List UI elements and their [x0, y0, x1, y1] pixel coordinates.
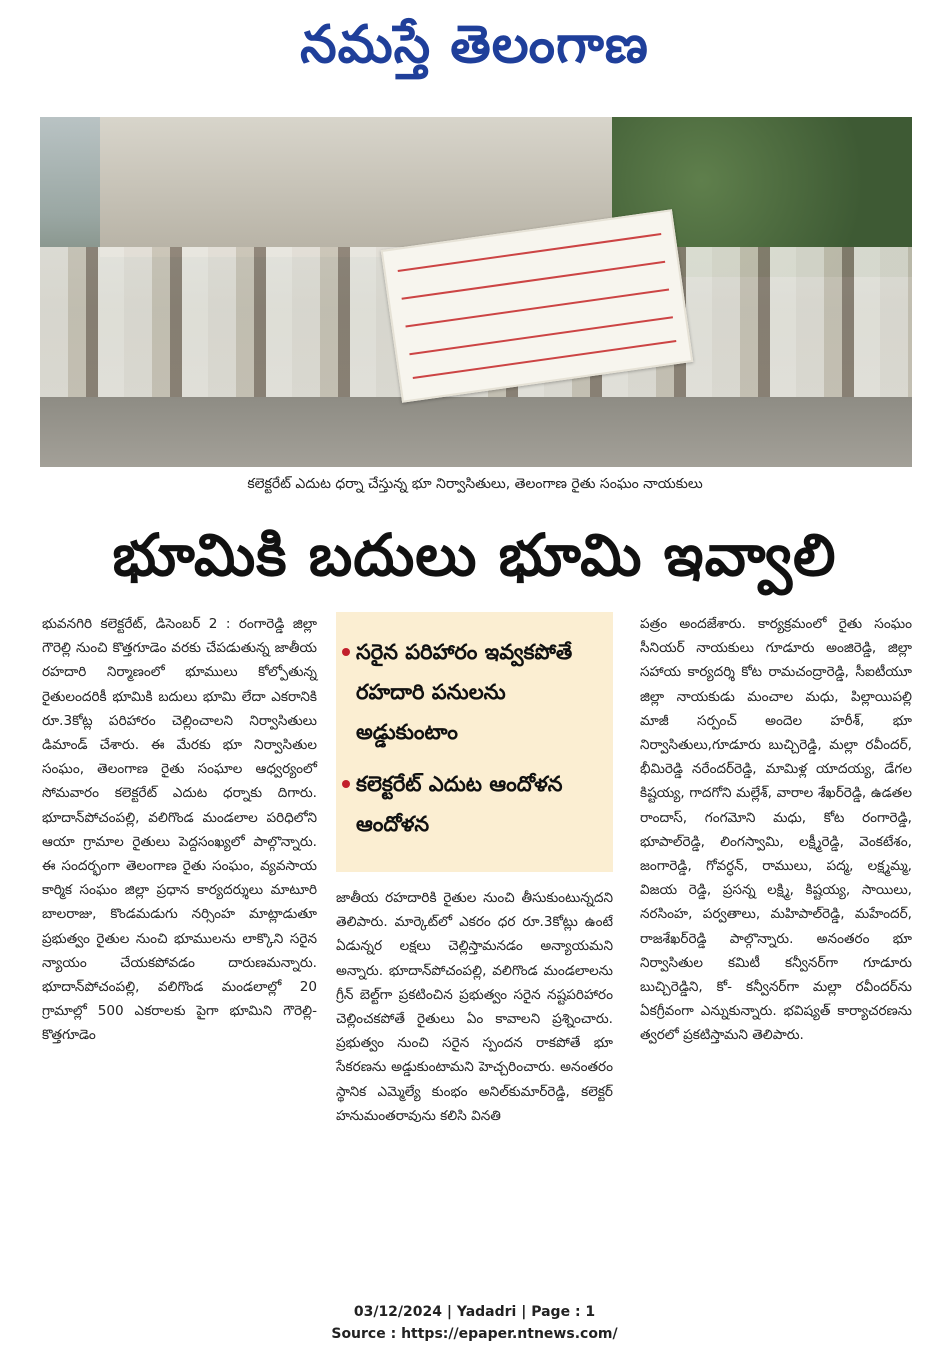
article-column-1 — [42, 612, 317, 1048]
column-3-text: పత్రం అందజేశారు. కార్యక్రమంలో రైతు సంఘం సీనియర్ నాయకులు గూడూరు అంజిరెడ్డి, జిల్లా సహాయ కార్యదర్శి కోట రామచంద్రారెడ్డి, సీఐటీయూ జిల్లా నాయకుడు మంచాల మధు, పిల్లాయిపల్లి మాజీ సర్పంచ్ అందెల హరీశ్, భూ నిర్వాసితులు,గూడూరు బుచ్చిరెడ్డి, మల్లా రవీందర్, భీమిరెడ్డి నరేందర్‌రెడ్డి, మామిళ్ల యాదయ్య, డేగల కిష్టయ్య, గాదగోని మల్లేశ్, వారాల శేఖర్‌రెడ్డి, ఉడతల రాందాస్, గంగమోని మధు, కోట రంగారెడ్డి, భూపాల్‌రెడ్డి, లింగస్వామి, లక్ష్మీరెడ్డి, వెంకటేశం, జంగారెడ్డి, గోవర్ధన్, రాములు, పద్మ, లక్ష్మమ్మ, విజయ రెడ్డి, ప్రసన్న లక్ష్మి, కిష్టయ్య, సాయిలు, నరసింహ, పర్వతాలు, మహిపాల్‌రెడ్డి, మహేందర్, రాజశేఖర్‌రెడ్డి పాల్గొన్నారు. అనంతరం భూ నిర్వాసితుల కమిటీ కన్వీనర్‌గా గూడూరు బుచ్చిరెడ్డిని, కో- కన్వీనర్‌గా మల్లా రవీందర్‌ను ఏకగ్రీవంగా ఎన్నుకున్నారు. భవిష్యత్ కార్యాచరణను త్వరలో ప్రకటిస్తామని తెలిపారు. — [640, 616, 912, 1044]
column-1-text: భువనగిరి కలెక్టరేట్, డిసెంబర్ 2 : రంగారెడ్డి జిల్లా గౌరెల్లి నుంచి కొత్తగూడెం వరకు చేపడుతున్న జాతీయ రహదారి నిర్మాణంలో భూములు కోల్పోతున్న రైతులందరికీ భూమికి బదులు భూమి లేదా ఎకరానికి రూ.3కోట్ల పరిహారం చెల్లించాలని నిర్వాసితులు డిమాండ్ చేశారు. ఈ మేరకు భూ నిర్వాసితుల సంఘం, తెలంగాణ రైతు సంఘాల ఆధ్వర్యంలో సోమవారం కలెక్టరేట్ ఎదుట ధర్నాకు దిగారు. భూదాన్‌పోచంపల్లి, వలిగొండ మండలాల పరిధిలోని ఆయా గ్రామాల రైతులు పెద్దసంఖ్యలో పాల్గొన్నారు. ఈ సందర్భంగా తెలంగాణ రైతు సంఘం, వ్యవసాయ కార్మిక సంఘం జిల్లా ప్రధాన కార్యదర్శులు మాటూరి బాలరాజు, కొండమడుగు నర్సింహ మాట్లాడుతూ ప్రభుత్వం రైతుల నుంచి భూములను లాక్కొని సరైన న్యాయం చేయకపోవడం దారుణమన్నారు. భూదాన్‌పోచంపల్లి, వలిగొండ మండలాల్లో 20 గ్రామాల్లో 500 ఎకరాలకు పైగా భూమిని గౌరెల్లి-కొత్తగూడెం — [42, 616, 317, 1044]
bullet-icon — [342, 780, 350, 788]
highlight-text: సరైన పరిహారం ఇవ్వకపోతే రహదారి పనులను అడ్డుకుంటాం — [356, 640, 573, 744]
bullet-icon — [342, 648, 350, 656]
footer-date-edition: 03/12/2024 | Yadadri | Page : 1 — [353, 1304, 596, 1320]
footer-source-link[interactable]: Source : https://epaper.ntnews.com/ — [331, 1326, 618, 1342]
article-headline: భూమికి బదులు భూమి ఇవ్వాలి — [112, 521, 837, 589]
article-column-2 — [336, 886, 613, 1128]
newspaper-masthead: నమస్తే తెలంగాణ — [300, 14, 649, 75]
highlight-item — [356, 764, 606, 844]
photo-caption: కలెక్టరేట్ ఎదుట ధర్నా చేస్తున్న భూ నిర్వాసితులు, తెలంగాణ రైతు సంఘం నాయకులు — [247, 476, 703, 492]
highlight-text: కలెక్టరేట్ ఎదుట ఆందోళన ఆందోళన — [356, 772, 563, 836]
highlights-box — [336, 612, 613, 872]
highlight-item — [356, 632, 606, 752]
article-column-3 — [640, 612, 912, 1048]
ground — [40, 397, 912, 467]
column-2-text: జాతీయ రహదారికి రైతుల నుంచి తీసుకుంటున్నదని తెలిపారు. మార్కెట్‌లో ఎకరం ధర రూ.3కోట్లు ఉంటే ఏడున్నర లక్షలు చెల్లిస్తామనడం అన్యాయమని అన్నారు. భూదాన్‌పోచంపల్లి, వలిగొండ మండలాలను గ్రీన్ బెల్ట్‌గా ప్రకటించిన ప్రభుత్వం సరైన నష్టపరిహారం చెల్లించకపోతే రైతులు ఏం కావాలని ప్రశ్నించారు. ప్రభుత్వం నుంచి సరైన స్పందన రాకపోతే భూ సేకరణను అడ్డుకుంటామని హెచ్చరించారు. అనంతరం స్థానిక ఎమ్మెల్యే కుంభం అనిల్‌కుమార్‌రెడ్డి, కలెక్టర్ హనుమంతరావును కలిసి వినతి — [336, 890, 613, 1124]
protest-photo — [40, 117, 912, 467]
